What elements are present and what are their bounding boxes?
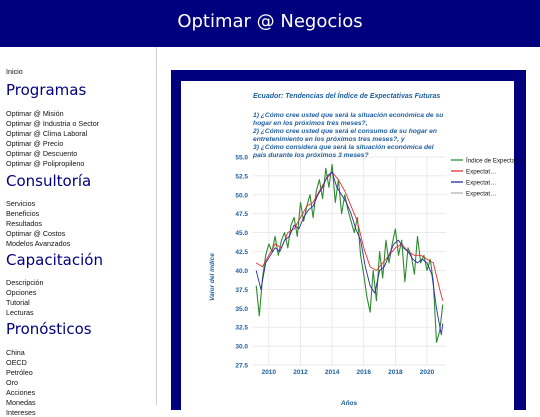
- y-tick-label: 40.0: [235, 267, 248, 275]
- legend-label: Expectat…: [466, 168, 497, 176]
- y-tick-label: 32.5: [235, 324, 248, 332]
- x-tick-label: 2016: [356, 369, 371, 376]
- nav-item-servicios[interactable]: Servicios: [6, 199, 36, 208]
- series-line: [256, 172, 443, 335]
- x-axis-label: Años: [340, 400, 358, 407]
- site-header: [0, 0, 540, 47]
- x-tick-label: 2010: [261, 369, 277, 376]
- nav-item-costos[interactable]: Optimar @ Costos: [6, 229, 66, 238]
- chart-question-line: 3) ¿Cómo considera que será la situación económica del: [253, 144, 434, 151]
- nav-section-pronosticos[interactable]: Pronósticos: [6, 320, 92, 338]
- nav-item-intereses[interactable]: Intereses: [6, 408, 36, 417]
- nav-item-descripcion[interactable]: Descripción: [6, 278, 44, 287]
- y-tick-label: 30.0: [235, 343, 248, 351]
- nav-item-modelos-avanzados[interactable]: Modelos Avanzados: [6, 239, 71, 248]
- y-tick-label: 37.5: [235, 286, 248, 294]
- y-tick-label: 55.0: [235, 154, 248, 162]
- grid-lines: [253, 157, 446, 365]
- nav-item-industria[interactable]: Optimar @ Industria o Sector: [6, 119, 100, 128]
- y-tick-label: 27.5: [235, 362, 248, 370]
- x-tick-label: 2014: [324, 369, 340, 376]
- legend-label: Índice de Expectat…: [466, 157, 524, 165]
- nav-item-tutorial[interactable]: Tutorial: [6, 298, 30, 307]
- nav-item-oro[interactable]: Oro: [6, 378, 18, 387]
- site-title[interactable]: Optimar @ Negocios: [177, 11, 363, 32]
- nav-item-mision[interactable]: Optimar @ Misión: [6, 109, 64, 118]
- series-line: [256, 172, 443, 301]
- y-tick-label: 47.5: [235, 211, 248, 219]
- chart-question-line: 2) ¿Cómo cree usted que será el consumo de su hogar en: [253, 128, 437, 135]
- nav-item-china[interactable]: China: [6, 348, 25, 357]
- chart-question-line: 1) ¿Cómo cree usted que será la situación económica de su: [253, 112, 444, 119]
- nav-item-polipropileno[interactable]: Optimar @ Polipropileno: [6, 159, 85, 168]
- x-tick-label: 2012: [293, 369, 308, 376]
- y-tick-label: 42.5: [235, 249, 248, 257]
- chart-question-line: país durante los próximos 3 meses?: [253, 152, 369, 159]
- chart-question-line: entretenimiento en los próximos tres meses?, y: [253, 136, 405, 143]
- nav-item-monedas[interactable]: Monedas: [6, 398, 36, 407]
- chart-title: Ecuador: Tendencias del Índice de Expectativas Futuras: [253, 93, 441, 100]
- nav-item-beneficios[interactable]: Beneficios: [6, 209, 40, 218]
- series-lines: [256, 165, 443, 343]
- y-tick-label: 35.0: [235, 305, 248, 313]
- y-tick-label: 45.0: [235, 230, 248, 238]
- nav-item-lecturas[interactable]: Lecturas: [6, 308, 34, 317]
- legend: [451, 157, 523, 197]
- nav-item-descuento[interactable]: Optimar @ Descuento: [6, 149, 78, 158]
- y-tick-label: 52.5: [235, 173, 248, 181]
- nav-item-acciones[interactable]: Acciones: [6, 388, 36, 397]
- nav-item-opciones[interactable]: Opciones: [6, 288, 37, 297]
- x-tick-label: 2018: [388, 369, 403, 376]
- y-axis-label: Valor del índice: [209, 253, 216, 301]
- x-tick-label: 2020: [419, 369, 435, 376]
- nav-item-clima-laboral[interactable]: Optimar @ Clima Laboral: [6, 129, 88, 138]
- expectations-chart: [181, 81, 524, 411]
- nav-section-programas[interactable]: Programas: [6, 81, 87, 99]
- nav-item-petroleo[interactable]: Petróleo: [6, 368, 33, 377]
- chart-panel: [181, 81, 524, 411]
- nav-item-resultados[interactable]: Resultados: [6, 219, 42, 228]
- y-tick-label: 50.0: [235, 192, 248, 200]
- nav-item-oecd[interactable]: OECD: [6, 358, 27, 367]
- chart-question-line: hogar en los próximos tres meses?,: [253, 120, 368, 127]
- legend-label: Expectat…: [466, 179, 497, 187]
- series-line: [256, 165, 443, 343]
- nav-inicio-link[interactable]: Inicio: [6, 67, 23, 76]
- nav-section-capacitacion[interactable]: Capacitación: [6, 251, 103, 269]
- sidebar-nav: [0, 47, 157, 417]
- legend-label: Expectat…: [466, 190, 497, 198]
- nav-item-precio[interactable]: Optimar @ Precio: [6, 139, 64, 148]
- nav-section-consultoria[interactable]: Consultoría: [6, 172, 92, 190]
